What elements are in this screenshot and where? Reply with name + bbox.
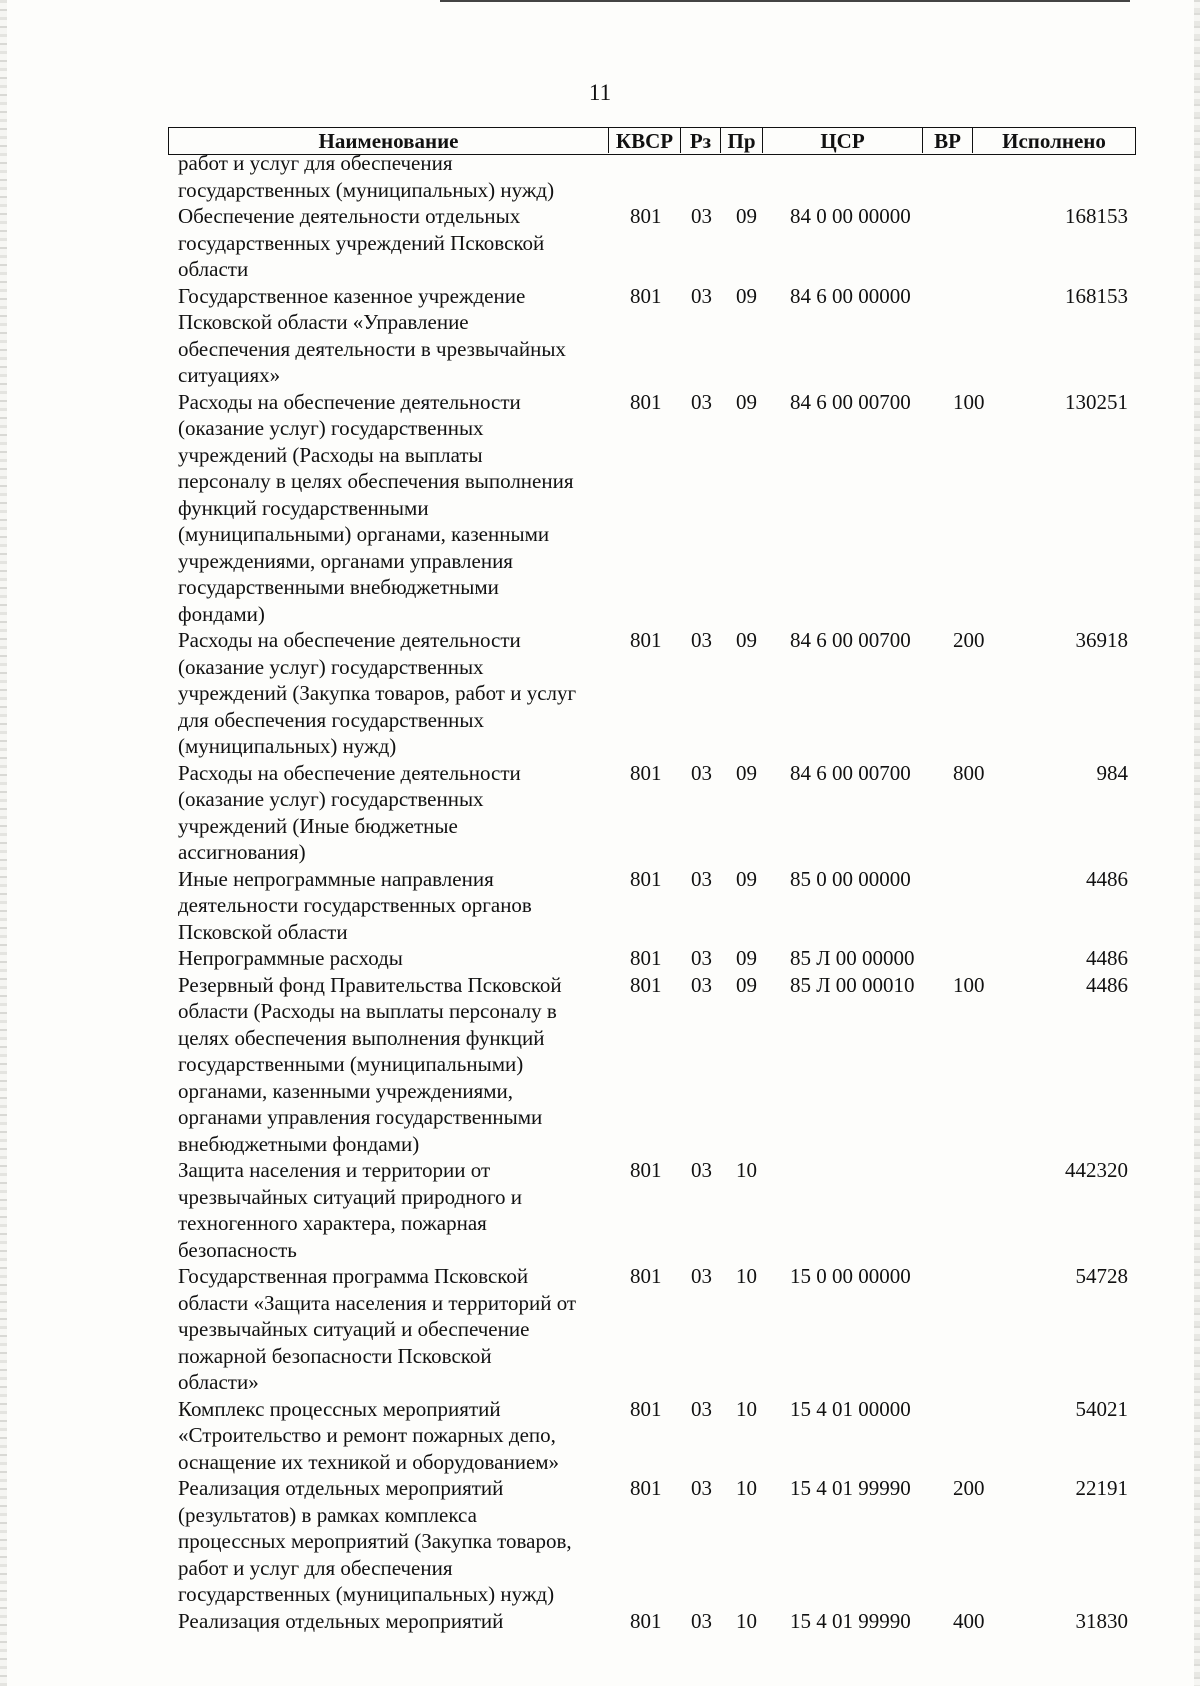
row-name bbox=[178, 283, 618, 389]
row-name-line: Комплекс процессных мероприятий bbox=[178, 1396, 501, 1421]
header-done: Исполнено bbox=[1002, 129, 1106, 153]
row-name-line: Защита населения и территории от bbox=[178, 1158, 491, 1182]
row-kvsr: 801 bbox=[630, 1476, 662, 1500]
row-rz: 03 bbox=[691, 1264, 712, 1288]
row-rz: 03 bbox=[691, 760, 712, 785]
row-name bbox=[178, 866, 618, 946]
row-name-line: чрезвычайных ситуаций и обеспечение bbox=[178, 1317, 530, 1341]
header-rz: Рз bbox=[681, 128, 721, 153]
row-csr: 85 Л 00 00000 bbox=[790, 946, 915, 970]
row-rz: 03 bbox=[691, 283, 712, 308]
row-name bbox=[178, 760, 618, 866]
row-name-line: государственными (муниципальными) bbox=[178, 1052, 524, 1076]
row-name-line: (оказание услуг) государственных bbox=[178, 787, 484, 811]
row-name bbox=[178, 1263, 618, 1396]
row-rz: 03 bbox=[691, 1158, 712, 1182]
row-rz: 03 bbox=[691, 972, 712, 997]
row-kvsr: 801 bbox=[630, 866, 662, 891]
row-kvsr: 801 bbox=[630, 1396, 662, 1421]
row-pr: 09 bbox=[736, 204, 757, 228]
row-name-line: области» bbox=[178, 1370, 259, 1394]
row-pr: 10 bbox=[736, 1396, 757, 1421]
row-name-line: органами, казенными учреждениями, bbox=[178, 1078, 514, 1103]
row-pr: 09 bbox=[736, 946, 757, 970]
row-name-line: (оказание услуг) государственных bbox=[178, 416, 484, 440]
row-name-line: Реализация отдельных мероприятий bbox=[178, 1608, 504, 1633]
row-vr: 100 bbox=[953, 972, 985, 997]
row-done: 168153 bbox=[1065, 204, 1128, 228]
row-pr: 09 bbox=[736, 972, 757, 997]
row-rz: 03 bbox=[691, 389, 712, 414]
row-done: 22191 bbox=[1075, 1476, 1128, 1500]
row-name bbox=[178, 627, 618, 760]
row-kvsr: 801 bbox=[630, 1158, 662, 1182]
row-name bbox=[178, 1396, 618, 1476]
row-vr: 200 bbox=[953, 1476, 985, 1500]
row-kvsr: 801 bbox=[630, 283, 662, 308]
row-kvsr: 801 bbox=[630, 760, 662, 785]
row-csr: 15 4 01 00000 bbox=[790, 1396, 911, 1421]
row-rz: 03 bbox=[691, 1396, 712, 1421]
row-kvsr: 801 bbox=[630, 389, 662, 414]
row-done: 54728 bbox=[1075, 1264, 1128, 1288]
row-done: 984 bbox=[1096, 760, 1128, 785]
row-done: 4486 bbox=[1086, 972, 1128, 997]
row-name-line: области (Расходы на выплаты персоналу в bbox=[178, 999, 557, 1023]
row-name bbox=[178, 972, 618, 1158]
row-name-line: для обеспечения государственных bbox=[178, 707, 484, 732]
row-name-line: безопасность bbox=[178, 1237, 297, 1262]
row-csr: 84 6 00 00700 bbox=[790, 628, 911, 652]
row-name-line: целях обеспечения выполнения функций bbox=[178, 1025, 545, 1050]
row-kvsr: 801 bbox=[630, 946, 662, 970]
row-pr: 10 bbox=[736, 1264, 757, 1288]
row-name-line: обеспечения деятельности в чрезвычайных bbox=[178, 336, 566, 361]
row-name-line: «Строительство и ремонт пожарных депо, bbox=[178, 1423, 556, 1447]
header-name: Наименование bbox=[169, 128, 609, 153]
row-rz: 03 bbox=[691, 1608, 712, 1633]
row-name-line: Расходы на обеспечение деятельности bbox=[178, 389, 521, 414]
row-name-line: (муниципальных) нужд) bbox=[178, 734, 397, 758]
row-name-line: (результатов) в рамках комплекса bbox=[178, 1502, 477, 1527]
page-number: 11 bbox=[588, 80, 612, 105]
row-pr: 09 bbox=[736, 389, 757, 414]
row-done: 54021 bbox=[1075, 1396, 1128, 1421]
row-pr: 10 bbox=[736, 1476, 757, 1500]
row-name-line: чрезвычайных ситуаций природного и bbox=[178, 1184, 523, 1209]
row-rz: 03 bbox=[691, 946, 712, 970]
row-rz: 03 bbox=[691, 1476, 712, 1500]
row-name-line: государственных (муниципальных) нужд) bbox=[178, 1582, 555, 1606]
row-name-line: работ и услуг для обеспечения bbox=[178, 1555, 453, 1580]
row-pr: 09 bbox=[736, 283, 757, 308]
row-done: 130251 bbox=[1065, 389, 1128, 414]
row-vr: 100 bbox=[953, 389, 985, 414]
row-name-line: персоналу в целях обеспечения выполнения bbox=[178, 469, 574, 493]
row-csr: 15 0 00 00000 bbox=[790, 1264, 911, 1288]
row-name-line: области «Защита населения и территорий от bbox=[178, 1290, 577, 1315]
row-name-line: государственных (муниципальных) нужд) bbox=[178, 177, 555, 202]
row-name-line: техногенного характера, пожарная bbox=[178, 1211, 487, 1235]
row-name-line: Государственная программа Псковской bbox=[178, 1264, 529, 1288]
row-csr: 85 Л 00 00010 bbox=[790, 972, 915, 997]
row-name-line: органами управления государственными bbox=[178, 1105, 543, 1129]
row-kvsr: 801 bbox=[630, 1608, 662, 1633]
top-rule bbox=[440, 0, 1130, 2]
row-name-line: Резервный фонд Правительства Псковской bbox=[178, 972, 562, 997]
row-csr: 84 6 00 00000 bbox=[790, 283, 911, 308]
row-csr: 15 4 01 99990 bbox=[790, 1608, 911, 1633]
header-vr: ВР bbox=[923, 128, 973, 153]
row-name bbox=[178, 203, 618, 283]
row-kvsr: 801 bbox=[630, 628, 662, 652]
header-csr: ЦСР bbox=[763, 128, 923, 153]
row-name-line: Непрограммные расходы bbox=[178, 946, 403, 970]
row-rz: 03 bbox=[691, 628, 712, 652]
header-pr: Пр bbox=[721, 128, 763, 153]
row-pr: 09 bbox=[736, 628, 757, 652]
row-name bbox=[178, 1475, 618, 1608]
scan-edge-right bbox=[1194, 0, 1200, 1686]
row-pr: 10 bbox=[736, 1608, 757, 1633]
row-name-line: (оказание услуг) государственных bbox=[178, 654, 484, 679]
row-csr: 84 0 00 00000 bbox=[790, 204, 911, 228]
row-name-line: процессных мероприятий (Закупка товаров, bbox=[178, 1529, 572, 1553]
row-kvsr: 801 bbox=[630, 972, 662, 997]
row-name-line: функций государственными bbox=[178, 495, 429, 520]
row-name-line: фондами) bbox=[178, 601, 265, 626]
row-name-line: Псковской области «Управление bbox=[178, 310, 469, 334]
row-done: 36918 bbox=[1075, 628, 1128, 652]
row-done: 4486 bbox=[1086, 866, 1128, 891]
row-name-line: ситуациях» bbox=[178, 363, 281, 387]
row-name-line: государственными внебюджетными bbox=[178, 575, 499, 599]
row-name-line: ассигнования) bbox=[178, 840, 306, 864]
row-name-line: работ и услуг для обеспечения bbox=[178, 151, 453, 175]
row-csr: 84 6 00 00700 bbox=[790, 389, 911, 414]
row-kvsr: 801 bbox=[630, 1264, 662, 1288]
row-name bbox=[178, 1608, 618, 1635]
row-rz: 03 bbox=[691, 866, 712, 891]
row-name bbox=[178, 389, 618, 628]
row-rz: 03 bbox=[691, 204, 712, 228]
row-name-line: Реализация отдельных мероприятий bbox=[178, 1476, 504, 1500]
row-name-line: Обеспечение деятельности отдельных bbox=[178, 204, 521, 228]
row-done: 442320 bbox=[1065, 1158, 1128, 1182]
scan-edge-left bbox=[0, 0, 7, 1686]
row-vr: 800 bbox=[953, 760, 985, 785]
row-name-line: учреждений (Иные бюджетные bbox=[178, 813, 458, 838]
row-name bbox=[178, 945, 618, 972]
row-name bbox=[178, 150, 618, 203]
row-pr: 09 bbox=[736, 760, 757, 785]
row-pr: 09 bbox=[736, 866, 757, 891]
row-name-line: (муниципальными) органами, казенными bbox=[178, 522, 550, 546]
row-vr: 200 bbox=[953, 628, 985, 652]
row-csr: 84 6 00 00700 bbox=[790, 760, 911, 785]
row-done: 168153 bbox=[1065, 283, 1128, 308]
row-kvsr: 801 bbox=[630, 204, 662, 228]
row-csr: 15 4 01 99990 bbox=[790, 1476, 911, 1500]
row-name-line: государственных учреждений Псковской bbox=[178, 230, 545, 255]
row-name-line: внебюджетными фондами) bbox=[178, 1131, 420, 1156]
row-name-line: Псковской области bbox=[178, 919, 348, 944]
row-name-line: Иные непрограммные направления bbox=[178, 866, 494, 891]
row-done: 31830 bbox=[1075, 1608, 1128, 1633]
header-kvsr: КВСР bbox=[609, 128, 681, 153]
row-vr: 400 bbox=[953, 1608, 985, 1633]
row-name-line: Расходы на обеспечение деятельности bbox=[178, 628, 521, 652]
row-name-line: учреждений (Закупка товаров, работ и услуг bbox=[178, 681, 577, 705]
row-name-line: учреждений (Расходы на выплаты bbox=[178, 442, 483, 467]
row-csr: 85 0 00 00000 bbox=[790, 866, 911, 891]
row-name-line: оснащение их техникой и оборудованием» bbox=[178, 1449, 560, 1474]
row-name-line: Государственное казенное учреждение bbox=[178, 283, 526, 308]
row-name-line: пожарной безопасности Псковской bbox=[178, 1343, 492, 1368]
row-done: 4486 bbox=[1086, 946, 1128, 970]
row-pr: 10 bbox=[736, 1158, 757, 1182]
row-name bbox=[178, 1157, 618, 1263]
row-name-line: Расходы на обеспечение деятельности bbox=[178, 760, 521, 785]
row-name-line: деятельности государственных органов bbox=[178, 893, 532, 917]
row-name-line: учреждениями, органами управления bbox=[178, 548, 513, 573]
row-name-line: области bbox=[178, 257, 249, 281]
